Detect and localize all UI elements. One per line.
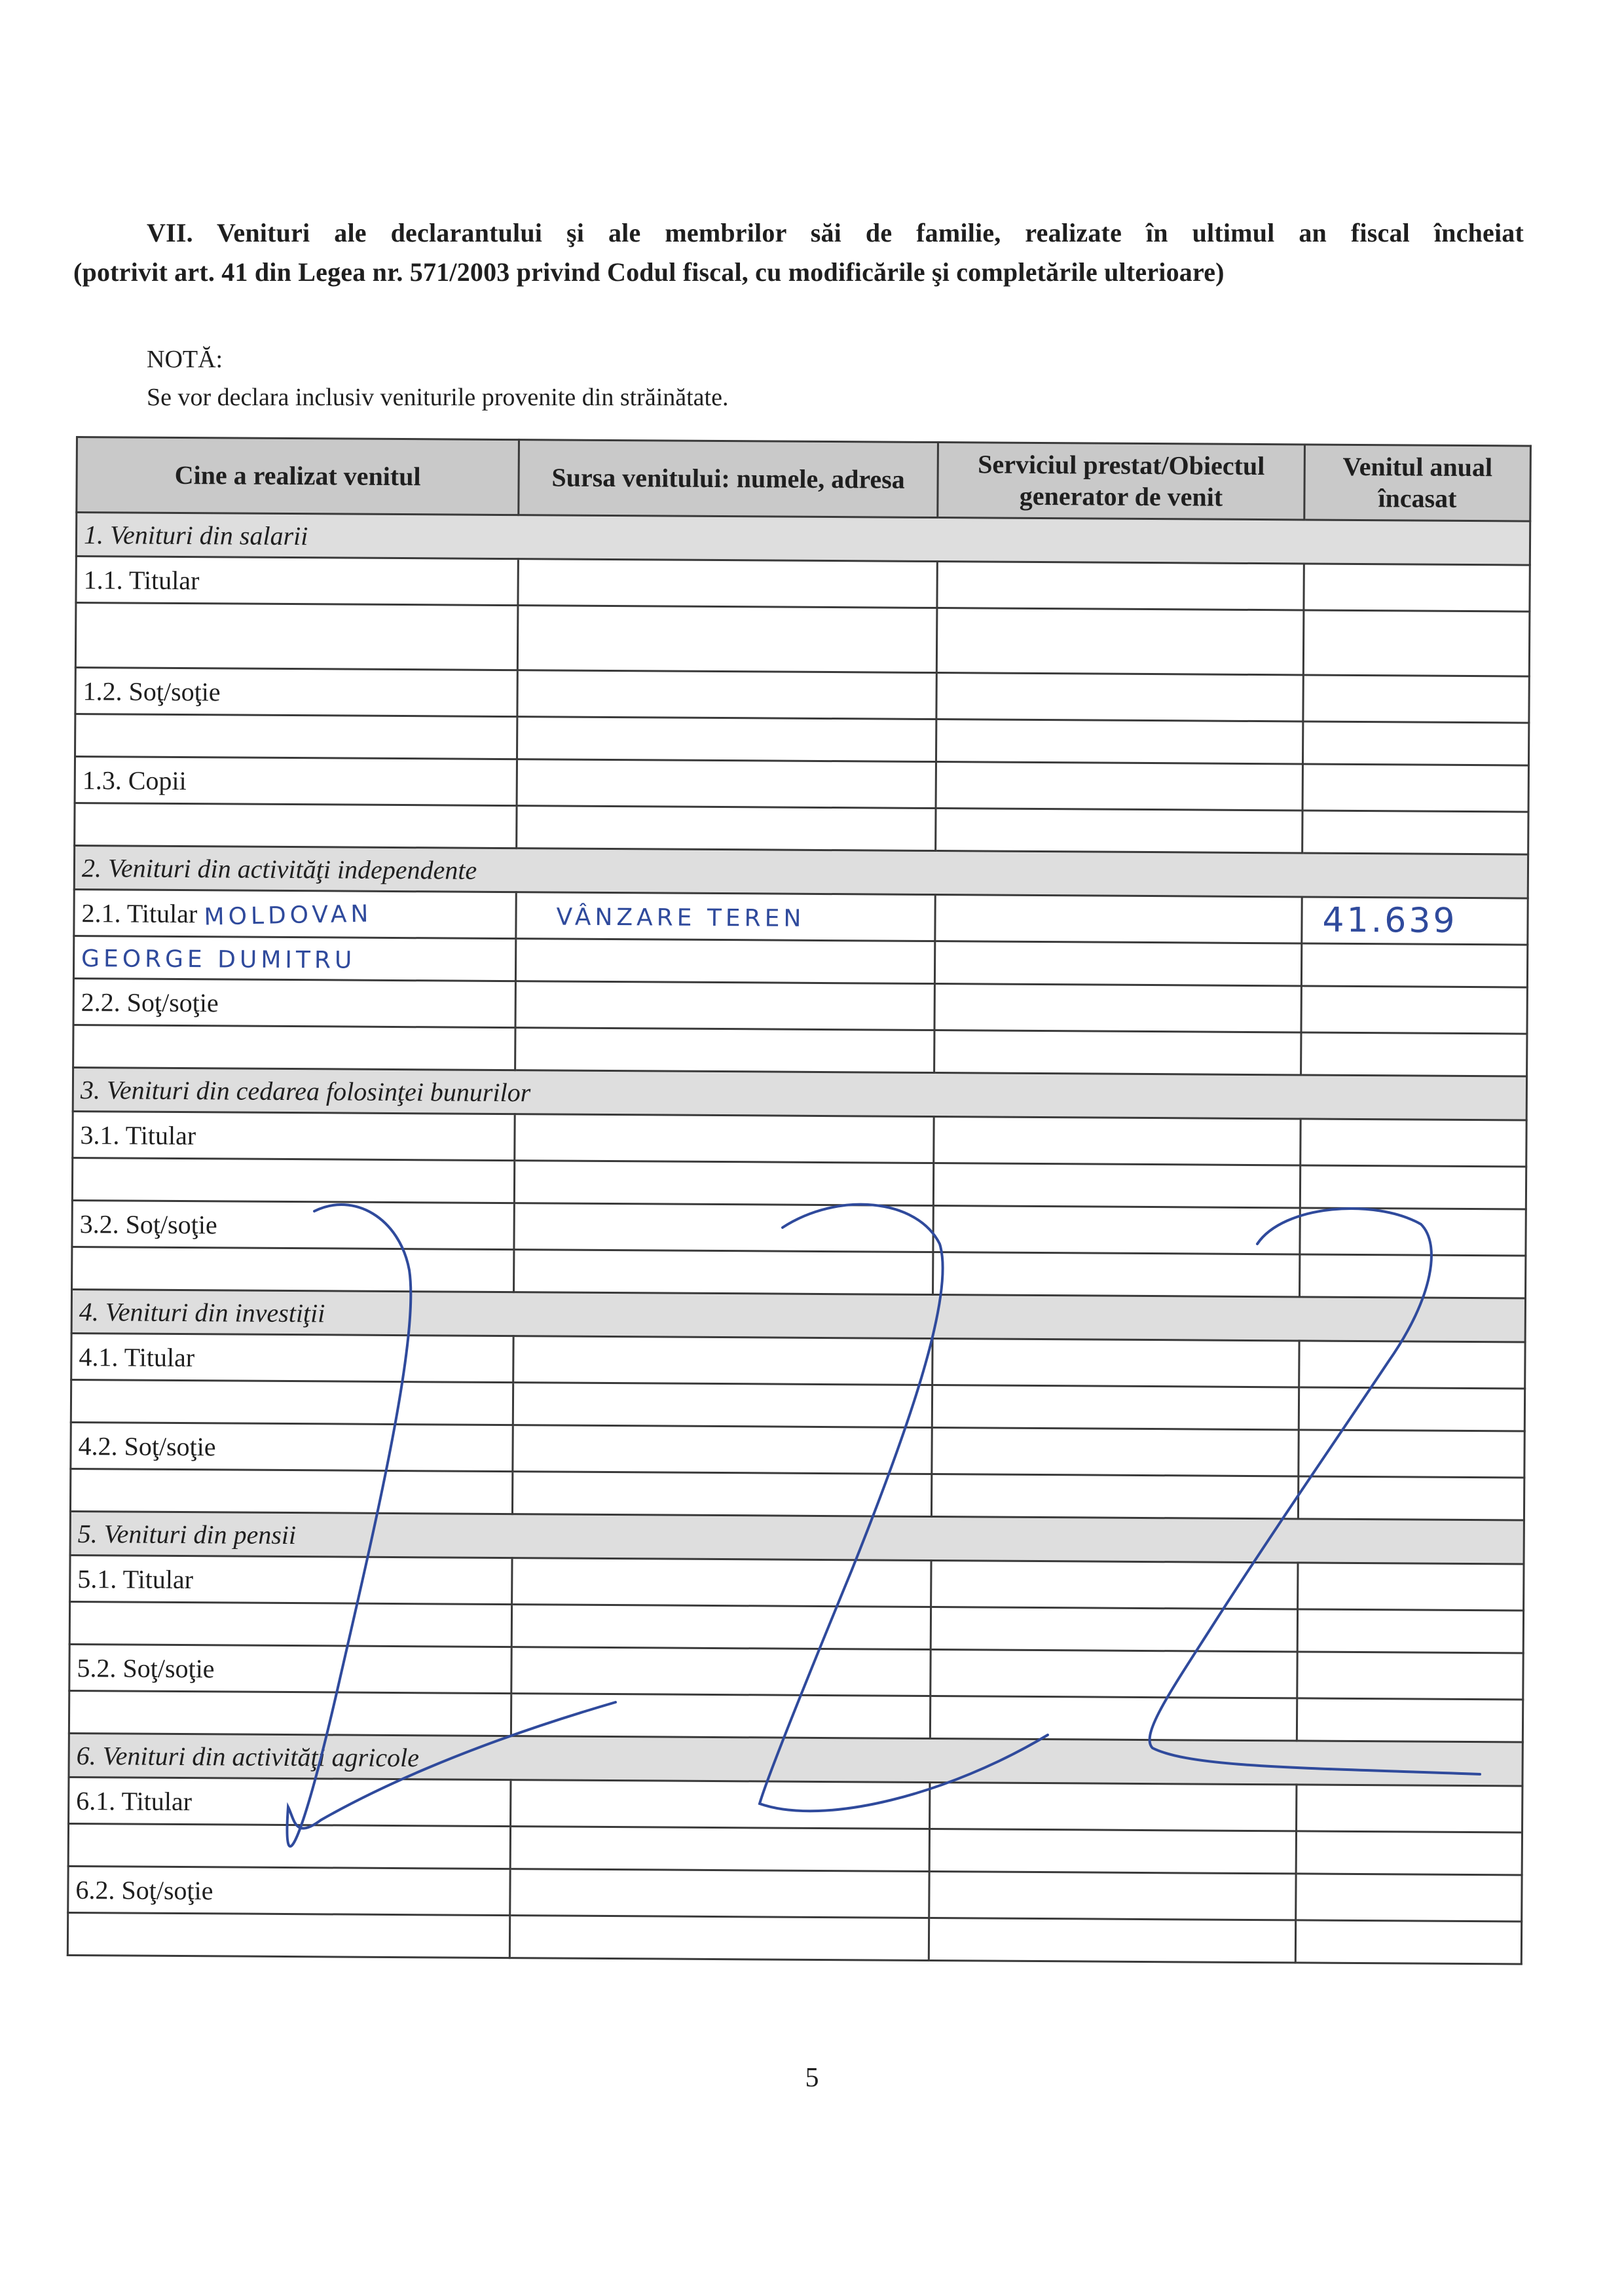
table-row xyxy=(76,556,1530,612)
row-label-cell xyxy=(74,889,516,938)
note-block xyxy=(147,340,728,416)
section-title: 6. Venituri din activităţi agricole xyxy=(69,1733,1522,1786)
row-label: 5.1. Titular xyxy=(70,1555,512,1604)
row-label: 1.3. Copii xyxy=(75,757,517,806)
table-row xyxy=(68,1866,1522,1922)
section-heading-line1: VII. Venituri ale declarantului şi ale membrilor săi de familie, realizate în ultimul an fiscal încheiat xyxy=(147,218,1524,247)
handwritten-service: VÂNZARE TEREN xyxy=(556,903,805,932)
table-header-row xyxy=(77,437,1531,522)
note-label: NOTĂ: xyxy=(147,346,223,373)
row-label: 3.1. Titular xyxy=(73,1111,515,1160)
handwritten-amount: 41.639 xyxy=(1322,900,1458,941)
table-row xyxy=(72,1200,1526,1256)
table-row xyxy=(69,1777,1522,1832)
table-row xyxy=(70,1555,1524,1611)
handwritten-name-line1: MOLDOVAN xyxy=(203,900,373,931)
table-row xyxy=(67,1912,1521,1964)
section-title: 2. Venituri din activităţi independente xyxy=(74,845,1528,898)
table-row xyxy=(73,1111,1526,1167)
row-label: 2.1. Titular xyxy=(81,898,198,928)
header-source: Sursa venitului: numele, adresa xyxy=(519,440,938,518)
income-table xyxy=(67,436,1532,1965)
table-row xyxy=(71,1422,1524,1478)
handwritten-name-line2: GEORGE DUMITRU xyxy=(81,945,356,974)
row-label: 1.1. Titular xyxy=(76,556,518,606)
section-title: 1. Venituri din salarii xyxy=(76,513,1530,566)
row-label: 1.2. Soţ/soţie xyxy=(75,668,517,717)
table-row xyxy=(71,1333,1525,1389)
row-label: 2.2. Soţ/soţie xyxy=(73,978,515,1027)
section-title: 5. Venituri din pensii xyxy=(70,1511,1524,1564)
row-label: 6.1. Titular xyxy=(69,1777,511,1826)
row-label: 4.1. Titular xyxy=(71,1333,513,1382)
header-amount: Venitul anual încasat xyxy=(1304,445,1531,521)
row-label: 5.2. Soţ/soţie xyxy=(69,1644,511,1693)
header-who: Cine a realizat venitul xyxy=(77,437,519,515)
table-row xyxy=(75,757,1528,812)
table-row xyxy=(75,603,1530,677)
row-label: 6.2. Soţ/soţie xyxy=(68,1866,510,1915)
section-title: 3. Venituri din cedarea folosinţei bunurilor xyxy=(73,1067,1526,1120)
table-row xyxy=(75,668,1529,723)
table-row xyxy=(74,889,1528,945)
table-row xyxy=(73,978,1527,1034)
header-service: Serviciul prestat/Obiectul generator de venit xyxy=(938,443,1305,520)
row-label: 3.2. Soţ/soţie xyxy=(72,1200,514,1249)
section-heading-line2: (potrivit art. 41 din Legea nr. 571/2003 privind Codul fiscal, cu modificările şi completările ulterioare) xyxy=(73,257,1225,287)
section-title: 4. Venituri din investiţii xyxy=(71,1289,1525,1342)
table-row xyxy=(69,1644,1523,1700)
section-heading xyxy=(73,213,1524,292)
row-label: 4.2. Soţ/soţie xyxy=(71,1422,513,1471)
note-text: Se vor declara inclusiv veniturile provenite din străinătate. xyxy=(147,384,729,411)
page-number: 5 xyxy=(805,2063,819,2093)
